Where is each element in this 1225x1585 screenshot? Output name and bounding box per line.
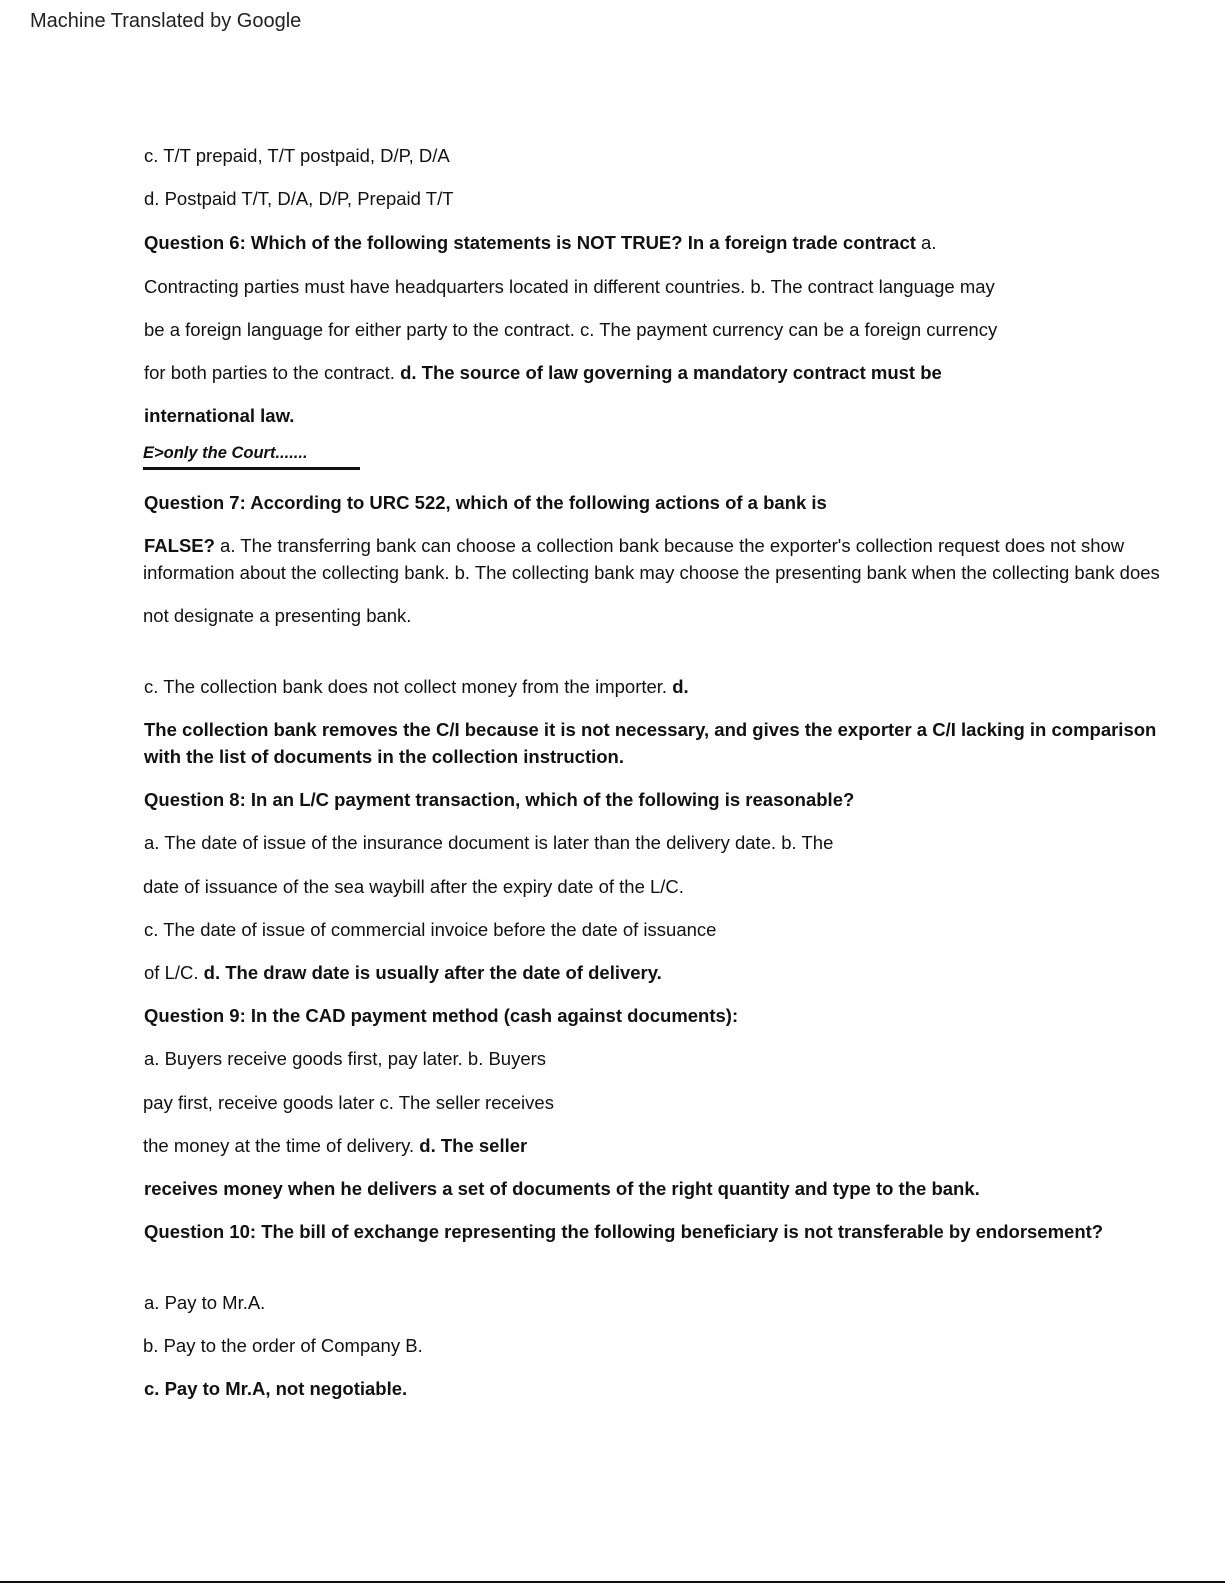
q7-option-d-label: d.: [672, 676, 689, 697]
q8-line-4: c. The date of issue of commercial invoice before the date of issuance: [144, 919, 717, 940]
q6-line-4-text: for both parties to the contract.: [144, 362, 401, 383]
q8-line-2: a. The date of issue of the insurance document is later than the delivery date. b. The: [144, 832, 834, 853]
q6-answer: d. The source of law governing a mandatory contract must be: [400, 362, 942, 383]
q7-line-2: [144, 535, 1124, 557]
q8-question: Question 8: In an L/C payment transaction, which of the following is reasonable?: [144, 789, 855, 810]
q7-line-3: information about the collecting bank. b. The collecting bank may choose the presenting bank when the collecting bank does: [143, 562, 1160, 583]
q6-line-2: Contracting parties must have headquarters located in different countries. b. The contract language may: [144, 276, 995, 297]
q9-line-3: pay first, receive goods later c. The seller receives: [143, 1092, 554, 1113]
q7-option-c: [144, 676, 689, 698]
q7-option-a: a. The transferring bank can choose a collection bank because the exporter's collection request does not show: [214, 535, 1125, 556]
q8-answer: d. The draw date is usually after the date of delivery.: [203, 962, 662, 983]
q8-line-5-text: of L/C.: [144, 962, 204, 983]
q5-option-d: d. Postpaid T/T, D/A, D/P, Prepaid T/T: [144, 188, 454, 209]
q6-line-3: be a foreign language for either party to the contract. c. The payment currency can be a foreign currency: [144, 319, 998, 340]
q7-answer-line-2: with the list of documents in the collection instruction.: [144, 746, 624, 767]
q9-answer: d. The seller: [419, 1135, 528, 1156]
q6-answer-cont: international law.: [144, 405, 295, 426]
q9-line-4: [143, 1135, 527, 1157]
q5-option-c: c. T/T prepaid, T/T postpaid, D/P, D/A: [144, 145, 450, 166]
machine-translation-banner: Machine Translated by Google: [30, 10, 302, 32]
q10-answer: c. Pay to Mr.A, not negotiable.: [144, 1378, 408, 1399]
q9-line-2: a. Buyers receive goods first, pay later. b. Buyers: [144, 1048, 547, 1069]
q10-option-b: b. Pay to the order of Company B.: [143, 1335, 423, 1356]
q7-answer-line-1: The collection bank removes the C/I because it is not necessary, and gives the exporter a C/I lacking in comparison: [144, 719, 1157, 740]
q7-option-c-text: c. The collection bank does not collect money from the importer.: [144, 676, 673, 697]
page-bottom-border: [0, 1581, 1225, 1583]
q6-line-1-tail: a.: [915, 232, 937, 253]
q7-question: Question 7: According to URC 522, which of the following actions of a bank is: [144, 492, 827, 513]
q7-false-word: FALSE?: [144, 535, 215, 556]
q10-question: Question 10: The bill of exchange representing the following beneficiary is not transferable by endorsement?: [144, 1221, 1104, 1242]
q6-question: Question 6: Which of the following statements is NOT TRUE? In a foreign trade contract: [144, 232, 916, 253]
q6-handwritten-note: E>only the Court.......: [143, 444, 308, 462]
q8-line-5: [144, 962, 662, 984]
q9-line-4-text: the money at the time of delivery.: [143, 1135, 420, 1156]
note-underline: [143, 467, 360, 470]
q6-line-4: [144, 362, 942, 384]
q7-line-4: not designate a presenting bank.: [143, 605, 412, 626]
q10-option-a: a. Pay to Mr.A.: [144, 1292, 266, 1313]
q9-question: Question 9: In the CAD payment method (cash against documents):: [144, 1005, 739, 1026]
q8-line-3: date of issuance of the sea waybill after the expiry date of the L/C.: [143, 876, 684, 897]
q9-answer-cont: receives money when he delivers a set of documents of the right quantity and type to the bank.: [144, 1178, 980, 1199]
q6-line-1: [144, 232, 937, 254]
